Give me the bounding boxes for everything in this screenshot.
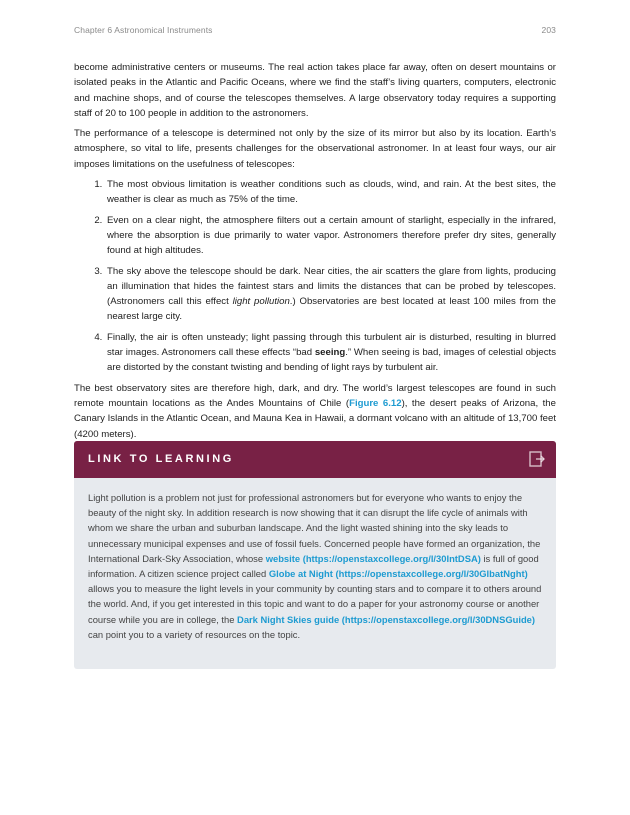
term-seeing: seeing [314, 347, 346, 359]
link-box-title: LINK TO LEARNING [88, 453, 234, 465]
link-box-text: Light pollution is a problem not just for professional astronomers but for everyone who wants to enjoy the beauty of the night sky. In addition research is now showing that it can disrupt the life cycle of animals with whom we share the urban and suburban landscape. And the light wasted shining into the sky leads to unnecessary municipal expenses and use of fossil fuels. Concerned people have formed an organization, the International Dark-Sky Association, whose website (https://openstaxcollege.org/l/30IntDSA) is full of good information. A citizen science project called Globe at Night (https://openstaxcollege.org/l/30GlbatNght) allows you to measure the light levels in your community by counting stars and to compare it to others around the world. And, if you get interested in this topic and want to do a paper for your astronomy course or another course while you are in college, the Dark Night Skies guide (https://openstaxcollege.org/l/30DNSGuide) can point you to a variety of resources on the topic. [88, 492, 542, 640]
paragraph: The performance of a telescope is determined not only by the size of its mirror but also by its location. Earth’s atmosphere, so vital to life, presents challenges for the observational astronomer. In at least four ways, our air imposes limitations on the usefulness of telescopes: [74, 128, 556, 170]
paragraph: become administrative centers or museums. The real action takes place far away, often on desert mountains or isolated peaks in the Atlantic and Pacific Oceans, where we find the staff’s living quarters, computers, electronic and machine shops, and of course the telescopes themselves. A large observatory today requires a supporting staff of 20 to 100 people in addition to the astronomers. [74, 62, 556, 119]
list-item: 4. Finally, the air is often unsteady; light passing through this turbulent air is disturbed, resulting in blurred star images. Astronomers call these effects “bad seeing.” When seeing is bad, images of celestial objects are distorted by the constant twisting and bending of light rays by turbulent air. [105, 330, 556, 376]
globe-at-night-link[interactable]: Globe at Night (https://openstaxcollege.org/l/30GlbatNght) [268, 568, 528, 580]
limitations-list [74, 177, 556, 376]
list-item: 1. The most obvious limitation is weather conditions such as clouds, wind, and rain. At the best sites, the weather is clear as much as 75% of the time. [105, 177, 556, 208]
term-light-pollution: light pollution [232, 296, 290, 308]
list-item: 3. The sky above the telescope should be dark. Near cities, the air scatters the glare from lights, producing an illumination that hides the faintest stars and limits the distances that can be probed by telescopes. (Astronomers call this effect light pollution.) Observatories are best located at least 100 miles from the nearest large city. [105, 264, 556, 325]
ida-website-link[interactable]: website (https://openstaxcollege.org/l/30IntDSA) [265, 552, 481, 564]
chapter-title: Chapter 6 Astronomical Instruments [74, 25, 213, 35]
main-content [74, 60, 556, 447]
link-box-header [74, 441, 556, 478]
external-link-icon[interactable] [528, 450, 546, 468]
list-item: 2. Even on a clear night, the atmosphere filters out a certain amount of starlight, especially in the infrared, where the absorption is due primarily to water vapor. Astronomers therefore prefer dry sites, generally found at high altitudes. [105, 213, 556, 259]
link-to-learning-box [74, 441, 556, 669]
dark-night-skies-guide-link[interactable]: Dark Night Skies guide (https://openstaxcollege.org/l/30DNSGuide) [237, 613, 536, 625]
figure-reference-link[interactable]: Figure 6.12 [349, 397, 402, 409]
running-header [74, 25, 556, 37]
paragraph: The best observatory sites are therefore high, dark, and dry. The world’s largest telescopes are found in such remote mountain locations as the Andes Mountains of Chile (Figure 6.12), the desert peaks of Arizona, the Canary Islands in the Atlantic Ocean, and Mauna Kea in Hawaii, a dormant volcano with an altitude of 13,700 feet (4200 meters). [74, 382, 556, 440]
page-number: 203 [541, 25, 556, 35]
